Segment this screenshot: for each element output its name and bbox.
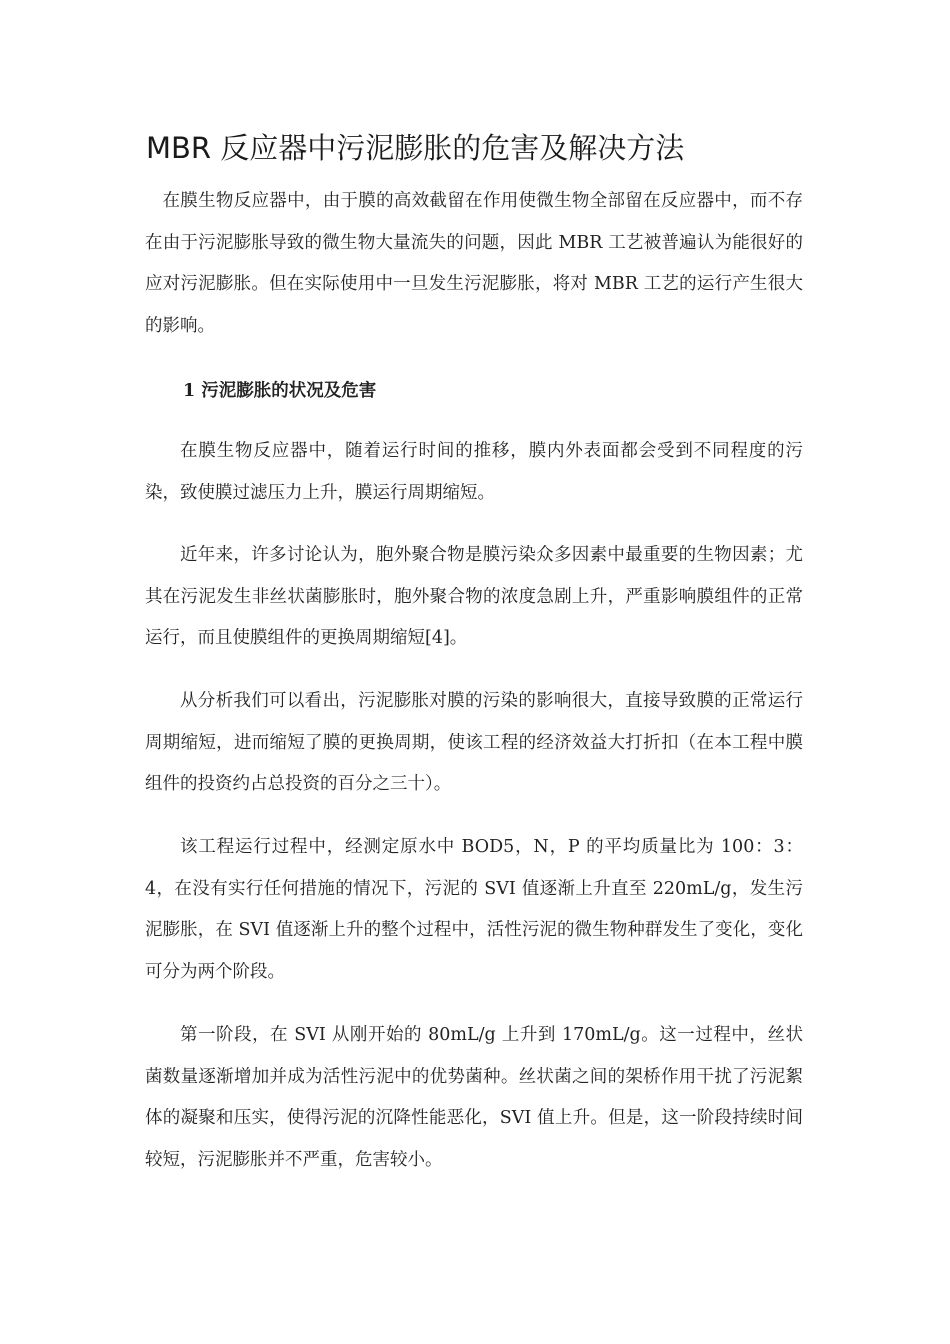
body-paragraph: 该工程运行过程中，经测定原水中 BOD5，N，P 的平均质量比为 100：3：4，在没有实行任何措施的情况下，污泥的 SVI 值逐渐上升直至 220mL/g，发生污泥膨胀，在 SVI 值逐渐上升的整个过程中，活性污泥的微生物种群发生了变化，变化可分为两个阶段。 — [145, 837, 803, 982]
document-title: MBR 反应器中污泥膨胀的危害及解决方法 — [146, 131, 685, 165]
body-paragraph: 在膜生物反应器中，随着运行时间的推移，膜内外表面都会受到不同程度的污染，致使膜过滤压力上升，膜运行周期缩短。 — [145, 441, 803, 503]
intro-paragraph: 在膜生物反应器中，由于膜的高效截留在作用使微生物全部留在反应器中，而不存在由于污泥膨胀导致的微生物大量流失的问题，因此 MBR 工艺被普遍认为能很好的应对污泥膨胀。但在实际使用中一旦发生污泥膨胀，将对 MBR 工艺的运行产生很大的影响。 — [145, 191, 803, 336]
body-paragraph: 近年来，许多讨论认为，胞外聚合物是膜污染众多因素中最重要的生物因素；尤其在污泥发生非丝状菌膨胀时，胞外聚合物的浓度急剧上升，严重影响膜组件的正常运行，而且使膜组件的更换周期缩短[4]。 — [145, 545, 803, 648]
section-heading: 1 污泥膨胀的状况及危害 — [183, 381, 377, 401]
body-paragraph: 第一阶段，在 SVI 从刚开始的 80mL/g 上升到 170mL/g。这一过程中，丝状菌数量逐渐增加并成为活性污泥中的优势菌种。丝状菌之间的架桥作用干扰了污泥絮体的凝聚和压实，使得污泥的沉降性能恶化，SVI 值上升。但是，这一阶段持续时间较短，污泥膨胀并不严重，危害较小。 — [145, 1025, 803, 1170]
body-paragraph: 从分析我们可以看出，污泥膨胀对膜的污染的影响很大，直接导致膜的正常运行周期缩短，进而缩短了膜的更换周期，使该工程的经济效益大打折扣（在本工程中膜组件的投资约占总投资的百分之三十）。 — [145, 691, 803, 794]
